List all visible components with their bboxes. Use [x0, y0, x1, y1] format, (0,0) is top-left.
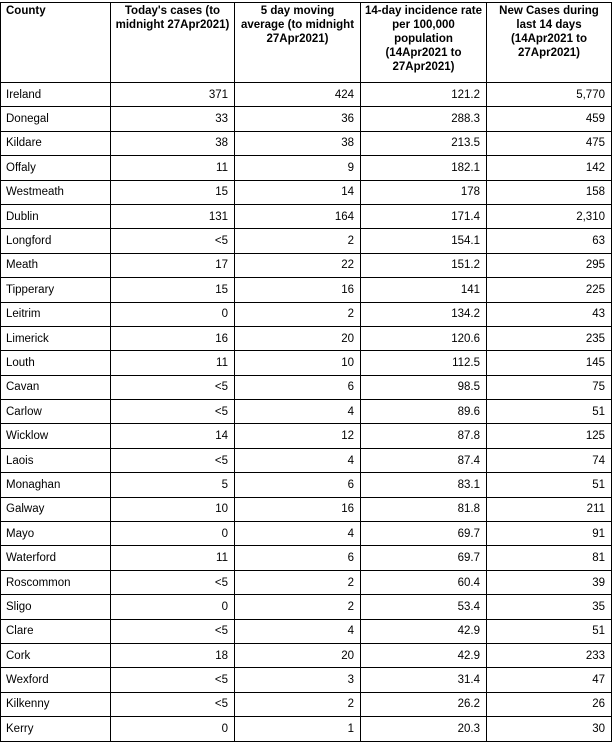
cell-todays-cases: 371 [111, 83, 235, 107]
cell-14-day-incidence: 98.5 [361, 375, 487, 399]
header-14-day-incidence: 14-day incidence rate per 100,000 population (14Apr2021 to 27Apr2021) [361, 3, 487, 83]
cell-new-cases-14-days: 235 [487, 326, 612, 350]
cell-county: Offaly [1, 156, 111, 180]
cell-county: Dublin [1, 204, 111, 228]
cell-county: Louth [1, 351, 111, 375]
cell-todays-cases: <5 [111, 400, 235, 424]
cell-county: Kilkenny [1, 692, 111, 716]
cell-5-day-average: 10 [235, 351, 361, 375]
table-row [1, 400, 612, 424]
cell-county: Monaghan [1, 473, 111, 497]
cell-new-cases-14-days: 30 [487, 717, 612, 741]
cell-todays-cases: 10 [111, 497, 235, 521]
table-row [1, 643, 612, 667]
cell-5-day-average: 14 [235, 180, 361, 204]
cell-14-day-incidence: 213.5 [361, 131, 487, 155]
table-row [1, 497, 612, 521]
table-row [1, 229, 612, 253]
cell-todays-cases: 0 [111, 595, 235, 619]
cell-todays-cases: 5 [111, 473, 235, 497]
cell-14-day-incidence: 182.1 [361, 156, 487, 180]
cell-county: Ireland [1, 83, 111, 107]
cell-todays-cases: 11 [111, 351, 235, 375]
cell-new-cases-14-days: 51 [487, 473, 612, 497]
cell-14-day-incidence: 60.4 [361, 570, 487, 594]
cell-county: Wicklow [1, 424, 111, 448]
cell-5-day-average: 2 [235, 692, 361, 716]
cell-14-day-incidence: 178 [361, 180, 487, 204]
cell-todays-cases: 0 [111, 717, 235, 741]
cell-new-cases-14-days: 145 [487, 351, 612, 375]
cell-new-cases-14-days: 225 [487, 278, 612, 302]
cell-new-cases-14-days: 35 [487, 595, 612, 619]
cell-todays-cases: <5 [111, 668, 235, 692]
cell-14-day-incidence: 42.9 [361, 619, 487, 643]
table-row [1, 278, 612, 302]
cell-new-cases-14-days: 26 [487, 692, 612, 716]
table-row [1, 351, 612, 375]
cell-todays-cases: <5 [111, 448, 235, 472]
cell-todays-cases: 15 [111, 180, 235, 204]
table-row [1, 717, 612, 741]
table-row [1, 253, 612, 277]
cell-5-day-average: 2 [235, 229, 361, 253]
cell-14-day-incidence: 87.8 [361, 424, 487, 448]
cell-new-cases-14-days: 51 [487, 619, 612, 643]
cell-5-day-average: 2 [235, 302, 361, 326]
cell-county: Cavan [1, 375, 111, 399]
cell-todays-cases: <5 [111, 570, 235, 594]
cell-14-day-incidence: 69.7 [361, 546, 487, 570]
cell-14-day-incidence: 112.5 [361, 351, 487, 375]
cell-county: Limerick [1, 326, 111, 350]
cell-new-cases-14-days: 211 [487, 497, 612, 521]
header-5-day-average: 5 day moving average (to midnight 27Apr2021) [235, 3, 361, 83]
cell-14-day-incidence: 31.4 [361, 668, 487, 692]
table-row [1, 180, 612, 204]
cell-14-day-incidence: 141 [361, 278, 487, 302]
cell-14-day-incidence: 26.2 [361, 692, 487, 716]
cell-county: Leitrim [1, 302, 111, 326]
table-row [1, 107, 612, 131]
cell-new-cases-14-days: 39 [487, 570, 612, 594]
cell-14-day-incidence: 171.4 [361, 204, 487, 228]
cell-new-cases-14-days: 47 [487, 668, 612, 692]
cell-5-day-average: 16 [235, 278, 361, 302]
cell-todays-cases: 131 [111, 204, 235, 228]
cell-county: Wexford [1, 668, 111, 692]
cell-new-cases-14-days: 63 [487, 229, 612, 253]
cell-new-cases-14-days: 43 [487, 302, 612, 326]
cell-county: Kildare [1, 131, 111, 155]
cell-new-cases-14-days: 475 [487, 131, 612, 155]
cell-county: Laois [1, 448, 111, 472]
header-row [1, 3, 612, 83]
cell-todays-cases: 38 [111, 131, 235, 155]
cell-todays-cases: <5 [111, 229, 235, 253]
cell-todays-cases: 11 [111, 156, 235, 180]
table-row [1, 302, 612, 326]
table-row [1, 570, 612, 594]
table-row [1, 473, 612, 497]
header-todays-cases: Today's cases (to midnight 27Apr2021) [111, 3, 235, 83]
cell-5-day-average: 20 [235, 326, 361, 350]
cell-14-day-incidence: 288.3 [361, 107, 487, 131]
cell-county: Clare [1, 619, 111, 643]
cell-county: Cork [1, 643, 111, 667]
cell-todays-cases: <5 [111, 692, 235, 716]
cell-5-day-average: 4 [235, 522, 361, 546]
cell-county: Galway [1, 497, 111, 521]
cell-5-day-average: 1 [235, 717, 361, 741]
cell-county: Carlow [1, 400, 111, 424]
table-row [1, 131, 612, 155]
cell-14-day-incidence: 154.1 [361, 229, 487, 253]
cell-5-day-average: 424 [235, 83, 361, 107]
cell-county: Waterford [1, 546, 111, 570]
cell-todays-cases: 15 [111, 278, 235, 302]
cell-5-day-average: 6 [235, 375, 361, 399]
cell-new-cases-14-days: 75 [487, 375, 612, 399]
cell-14-day-incidence: 42.9 [361, 643, 487, 667]
cell-14-day-incidence: 87.4 [361, 448, 487, 472]
cell-5-day-average: 20 [235, 643, 361, 667]
cell-5-day-average: 4 [235, 448, 361, 472]
cell-todays-cases: 16 [111, 326, 235, 350]
cell-county: Roscommon [1, 570, 111, 594]
cell-county: Longford [1, 229, 111, 253]
cell-14-day-incidence: 134.2 [361, 302, 487, 326]
cell-county: Sligo [1, 595, 111, 619]
cell-5-day-average: 2 [235, 595, 361, 619]
cell-5-day-average: 164 [235, 204, 361, 228]
cell-county: Kerry [1, 717, 111, 741]
cell-5-day-average: 6 [235, 473, 361, 497]
table-row [1, 326, 612, 350]
cell-14-day-incidence: 69.7 [361, 522, 487, 546]
cell-new-cases-14-days: 81 [487, 546, 612, 570]
cell-todays-cases: 18 [111, 643, 235, 667]
cell-5-day-average: 9 [235, 156, 361, 180]
cell-new-cases-14-days: 295 [487, 253, 612, 277]
cell-14-day-incidence: 81.8 [361, 497, 487, 521]
cell-new-cases-14-days: 51 [487, 400, 612, 424]
cell-5-day-average: 4 [235, 619, 361, 643]
cell-todays-cases: 0 [111, 302, 235, 326]
cell-todays-cases: 0 [111, 522, 235, 546]
cell-5-day-average: 16 [235, 497, 361, 521]
cell-new-cases-14-days: 74 [487, 448, 612, 472]
table-row [1, 448, 612, 472]
cell-county: Westmeath [1, 180, 111, 204]
table-row [1, 375, 612, 399]
cell-14-day-incidence: 120.6 [361, 326, 487, 350]
cell-14-day-incidence: 151.2 [361, 253, 487, 277]
cell-5-day-average: 4 [235, 400, 361, 424]
cell-todays-cases: <5 [111, 375, 235, 399]
table-body [1, 83, 612, 742]
cell-new-cases-14-days: 233 [487, 643, 612, 667]
cell-new-cases-14-days: 158 [487, 180, 612, 204]
cell-todays-cases: 33 [111, 107, 235, 131]
cell-14-day-incidence: 89.6 [361, 400, 487, 424]
cell-new-cases-14-days: 91 [487, 522, 612, 546]
cell-5-day-average: 2 [235, 570, 361, 594]
table-container [0, 2, 612, 742]
cell-14-day-incidence: 53.4 [361, 595, 487, 619]
cell-5-day-average: 22 [235, 253, 361, 277]
header-county: County [1, 3, 111, 83]
table-row [1, 668, 612, 692]
table-row [1, 692, 612, 716]
cell-5-day-average: 38 [235, 131, 361, 155]
cell-new-cases-14-days: 125 [487, 424, 612, 448]
table-row [1, 156, 612, 180]
table-row [1, 424, 612, 448]
cell-new-cases-14-days: 2,310 [487, 204, 612, 228]
cell-county: Mayo [1, 522, 111, 546]
table-row [1, 546, 612, 570]
table-row [1, 522, 612, 546]
cell-14-day-incidence: 121.2 [361, 83, 487, 107]
cell-todays-cases: 14 [111, 424, 235, 448]
cell-5-day-average: 36 [235, 107, 361, 131]
header-new-cases-14-days: New Cases during last 14 days (14Apr2021 to 27Apr2021) [487, 3, 612, 83]
table-row [1, 619, 612, 643]
cell-county: Meath [1, 253, 111, 277]
cell-todays-cases: 11 [111, 546, 235, 570]
table-row [1, 595, 612, 619]
county-cases-table [0, 2, 612, 742]
cell-county: Donegal [1, 107, 111, 131]
cell-todays-cases: <5 [111, 619, 235, 643]
table-row [1, 83, 612, 107]
table-row [1, 204, 612, 228]
cell-5-day-average: 12 [235, 424, 361, 448]
cell-todays-cases: 17 [111, 253, 235, 277]
cell-5-day-average: 6 [235, 546, 361, 570]
cell-14-day-incidence: 83.1 [361, 473, 487, 497]
cell-new-cases-14-days: 5,770 [487, 83, 612, 107]
cell-new-cases-14-days: 459 [487, 107, 612, 131]
cell-new-cases-14-days: 142 [487, 156, 612, 180]
cell-county: Tipperary [1, 278, 111, 302]
cell-5-day-average: 3 [235, 668, 361, 692]
cell-14-day-incidence: 20.3 [361, 717, 487, 741]
